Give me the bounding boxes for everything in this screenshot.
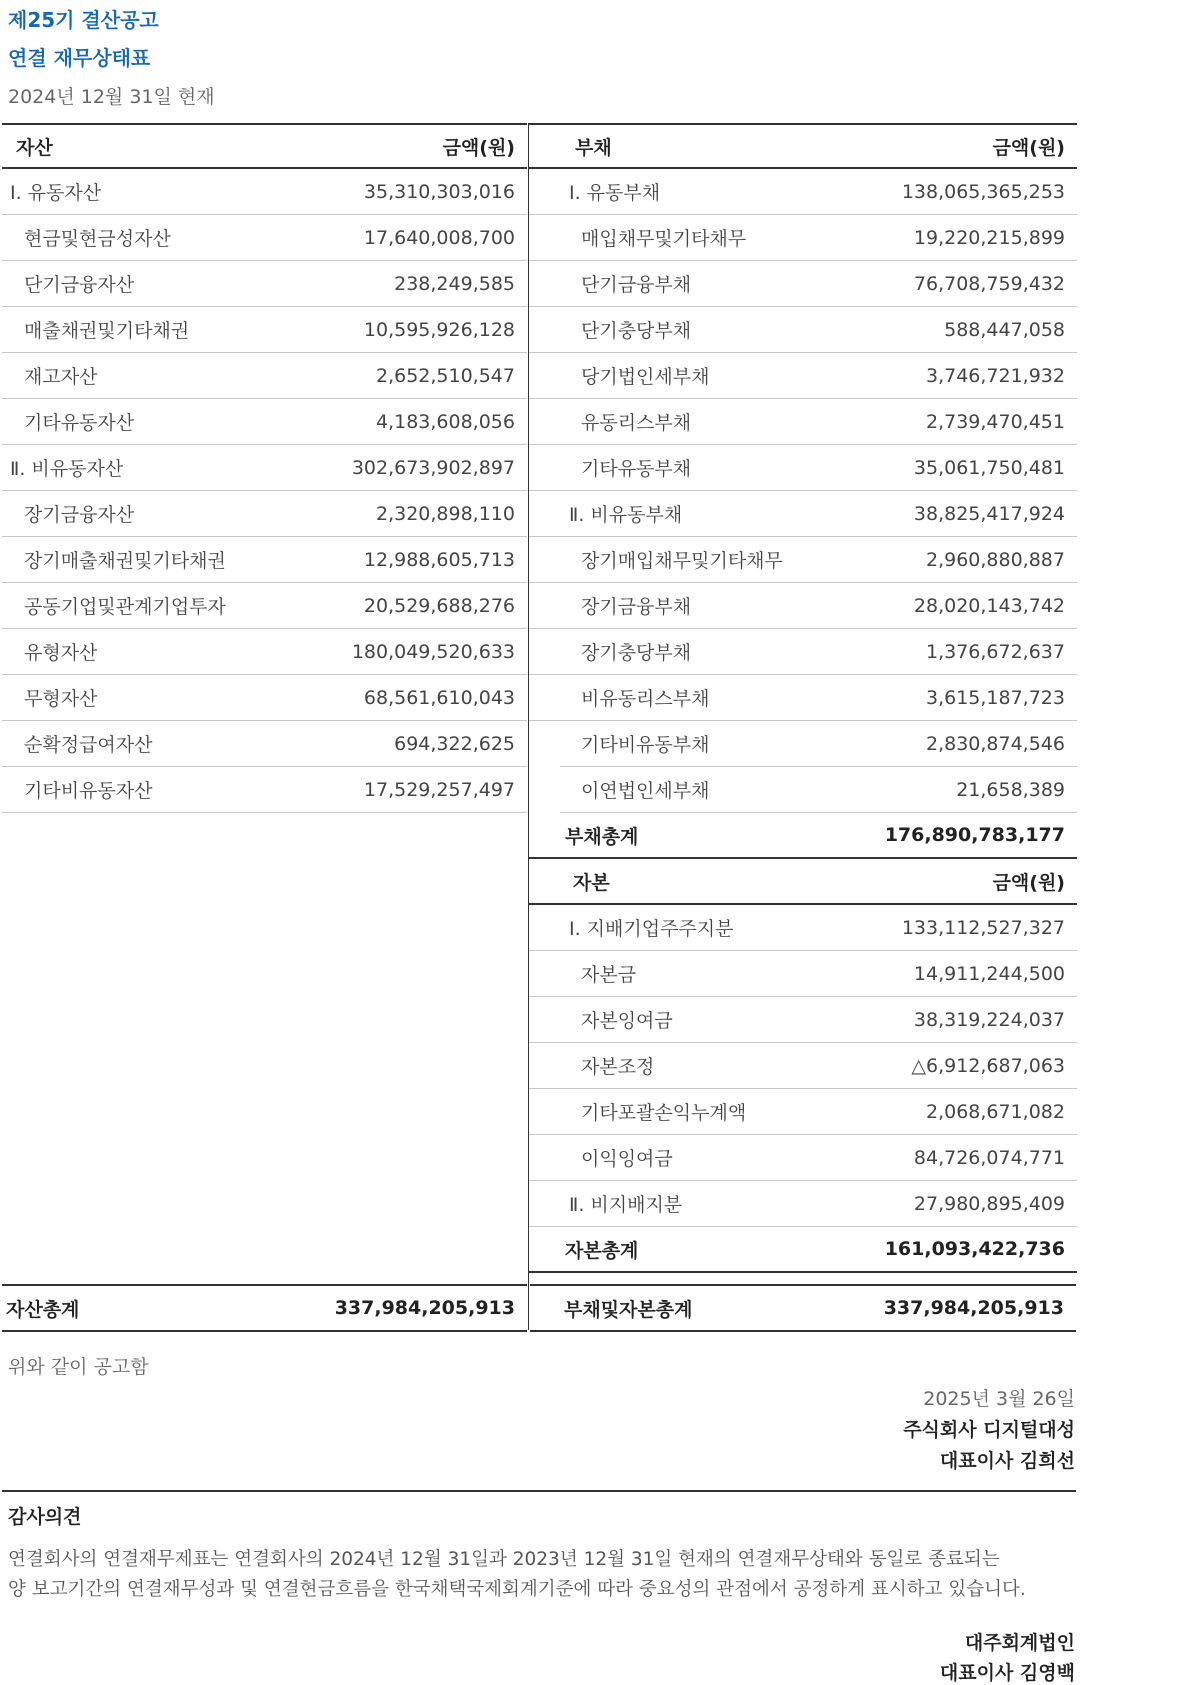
row-amount: 10,595,926,128 bbox=[363, 318, 515, 341]
table-row bbox=[2, 261, 527, 307]
table-row bbox=[2, 399, 527, 445]
row-label: Ⅱ. 비유동자산 bbox=[10, 458, 124, 480]
table-row bbox=[529, 583, 1077, 629]
row-amount: 3,615,187,723 bbox=[925, 686, 1065, 709]
row-amount: 2,830,874,546 bbox=[925, 732, 1065, 755]
row-amount: 1,376,672,637 bbox=[925, 640, 1065, 663]
grand-total-row bbox=[530, 1286, 1076, 1330]
row-amount: 12,988,605,713 bbox=[363, 548, 515, 571]
assets-total bbox=[2, 1284, 527, 1332]
row-label: Ⅰ. 유동자산 bbox=[10, 182, 102, 204]
row-label: 장기매출채권및기타채권 bbox=[24, 550, 226, 572]
assets-column bbox=[2, 123, 527, 813]
table-row bbox=[2, 721, 527, 767]
row-amount: 84,726,074,771 bbox=[913, 1146, 1065, 1169]
row-label: Ⅱ. 비지배지분 bbox=[569, 1194, 683, 1216]
row-amount: 38,825,417,924 bbox=[913, 502, 1065, 525]
row-label: Ⅰ. 유동부채 bbox=[569, 182, 661, 204]
row-amount: 2,068,671,082 bbox=[925, 1100, 1065, 1123]
table-row bbox=[529, 307, 1077, 353]
liabilities-total-label: 부채총계 bbox=[565, 825, 639, 848]
table-row bbox=[560, 767, 1077, 813]
notice-date: 2025년 3월 26일 bbox=[923, 1388, 1075, 1410]
company-name: 주식회사 디지털대성 bbox=[903, 1419, 1075, 1441]
equity-header-row bbox=[529, 859, 1077, 905]
row-label: 단기금융부채 bbox=[581, 274, 692, 296]
audit-opinion-title: 감사의견 bbox=[8, 1506, 82, 1528]
row-label: 무형자산 bbox=[24, 688, 98, 710]
table-row bbox=[2, 767, 527, 813]
table-row bbox=[2, 537, 527, 583]
row-label: 유형자산 bbox=[24, 642, 98, 664]
liabilities-header-row bbox=[529, 123, 1077, 169]
table-row bbox=[529, 629, 1077, 675]
row-label: 자본잉여금 bbox=[581, 1010, 673, 1032]
table-row bbox=[529, 399, 1077, 445]
table-row bbox=[2, 169, 527, 215]
row-label: 비유동리스부채 bbox=[581, 688, 710, 710]
row-label: 장기금융자산 bbox=[24, 504, 135, 526]
table-row bbox=[2, 629, 527, 675]
table-row bbox=[2, 307, 527, 353]
row-label: 순확정급여자산 bbox=[24, 734, 153, 756]
liabilities-equity-total bbox=[530, 1284, 1076, 1332]
assets-total-row bbox=[2, 1286, 527, 1330]
table-row bbox=[529, 491, 1077, 537]
row-label: 기타비유동자산 bbox=[24, 780, 153, 802]
row-amount: 302,673,902,897 bbox=[351, 456, 515, 479]
row-label: 장기매입채무및기타채무 bbox=[581, 550, 783, 572]
grand-total-label: 부채및자본총계 bbox=[564, 1298, 693, 1321]
row-amount: 35,310,303,016 bbox=[363, 180, 515, 203]
equity-header-amount: 금액(원) bbox=[992, 871, 1065, 894]
table-row bbox=[2, 491, 527, 537]
table-row bbox=[560, 721, 1077, 767]
liabilities-equity-column bbox=[528, 123, 1077, 1330]
row-amount: 2,960,880,887 bbox=[925, 548, 1065, 571]
statement-title: 연결 재무상태표 bbox=[8, 46, 151, 70]
row-label: 기타유동자산 bbox=[24, 412, 135, 434]
row-label: 장기충당부채 bbox=[581, 642, 692, 664]
row-amount: 38,319,224,037 bbox=[913, 1008, 1065, 1031]
auditor-ceo: 대표이사 김영백 bbox=[939, 1662, 1075, 1684]
row-amount: 28,020,143,742 bbox=[913, 594, 1065, 617]
notice-statement: 위와 같이 공고함 bbox=[8, 1356, 149, 1378]
row-amount: 2,320,898,110 bbox=[375, 502, 515, 525]
row-amount: 3,746,721,932 bbox=[925, 364, 1065, 387]
equity-total-row bbox=[529, 1227, 1077, 1273]
row-amount: 2,652,510,547 bbox=[375, 364, 515, 387]
row-amount: 76,708,759,432 bbox=[913, 272, 1065, 295]
row-label: 이연법인세부채 bbox=[581, 780, 710, 802]
row-label: 기타유동부채 bbox=[581, 458, 692, 480]
row-amount: 180,049,520,633 bbox=[351, 640, 515, 663]
row-amount: △6,912,687,063 bbox=[911, 1054, 1065, 1077]
row-amount: 17,529,257,497 bbox=[363, 778, 515, 801]
assets-header-amount: 금액(원) bbox=[442, 136, 515, 159]
row-label: 기타포괄손익누계액 bbox=[581, 1102, 747, 1124]
table-row bbox=[529, 1135, 1077, 1181]
table-row bbox=[529, 1043, 1077, 1089]
row-label: 기타비유동부채 bbox=[581, 734, 710, 756]
row-label: 단기충당부채 bbox=[581, 320, 692, 342]
row-label: 단기금융자산 bbox=[24, 274, 135, 296]
assets-total-label: 자산총계 bbox=[6, 1298, 80, 1321]
row-label: 공동기업및관계기업투자 bbox=[24, 596, 226, 618]
equity-total-amount: 161,093,422,736 bbox=[884, 1238, 1065, 1260]
row-amount: 17,640,008,700 bbox=[363, 226, 515, 249]
row-label: 매출채권및기타채권 bbox=[24, 320, 190, 342]
divider bbox=[2, 1490, 1076, 1492]
row-amount: 20,529,688,276 bbox=[363, 594, 515, 617]
auditor-name: 대주회계법인 bbox=[964, 1632, 1075, 1654]
table-row bbox=[529, 905, 1077, 951]
row-amount: 68,561,610,043 bbox=[363, 686, 515, 709]
assets-header-row bbox=[2, 123, 527, 169]
table-row bbox=[529, 1181, 1077, 1227]
row-amount: 138,065,365,253 bbox=[901, 180, 1065, 203]
assets-total-amount: 337,984,205,913 bbox=[334, 1297, 515, 1319]
row-amount: 694,322,625 bbox=[394, 732, 515, 755]
as-of-date: 2024년 12월 31일 현재 bbox=[8, 86, 215, 108]
row-label: 장기금융부채 bbox=[581, 596, 692, 618]
table-row bbox=[2, 583, 527, 629]
company-ceo: 대표이사 김희선 bbox=[939, 1450, 1075, 1472]
row-amount: 238,249,585 bbox=[394, 272, 515, 295]
table-row bbox=[2, 353, 527, 399]
row-amount: 133,112,527,327 bbox=[901, 916, 1065, 939]
equity-total-label: 자본총계 bbox=[565, 1239, 639, 1262]
audit-text-line: 양 보고기간의 연결재무성과 및 연결현금흐름을 한국채택국제회계기준에 따라 중요성의 관점에서 공정하게 표시하고 있습니다. bbox=[8, 1579, 1026, 1600]
table-row bbox=[529, 353, 1077, 399]
row-amount: 27,980,895,409 bbox=[913, 1192, 1065, 1215]
table-row bbox=[529, 169, 1077, 215]
row-amount: 35,061,750,481 bbox=[913, 456, 1065, 479]
table-row bbox=[529, 445, 1077, 491]
row-amount: 2,739,470,451 bbox=[925, 410, 1065, 433]
table-row bbox=[529, 215, 1077, 261]
table-row bbox=[529, 997, 1077, 1043]
table-row bbox=[529, 261, 1077, 307]
row-label: Ⅰ. 지배기업주주지분 bbox=[569, 918, 734, 940]
table-row bbox=[529, 537, 1077, 583]
audit-opinion-text bbox=[8, 1545, 1088, 1605]
table-row bbox=[529, 1089, 1077, 1135]
table-row bbox=[529, 951, 1077, 997]
liabilities-total-amount: 176,890,783,177 bbox=[884, 824, 1065, 846]
notice-title: 제25기 결산공고 bbox=[8, 8, 159, 32]
row-label: 자본금 bbox=[581, 964, 637, 986]
liabilities-header-label: 부채 bbox=[575, 136, 612, 159]
table-row bbox=[2, 675, 527, 721]
liabilities-header-amount: 금액(원) bbox=[992, 136, 1065, 159]
row-amount: 14,911,244,500 bbox=[913, 962, 1065, 985]
row-label: 재고자산 bbox=[24, 366, 98, 388]
row-amount: 19,220,215,899 bbox=[913, 226, 1065, 249]
row-amount: 4,183,608,056 bbox=[375, 410, 515, 433]
row-label: 현금및현금성자산 bbox=[24, 228, 171, 250]
row-amount: 588,447,058 bbox=[944, 318, 1065, 341]
row-amount: 21,658,389 bbox=[956, 778, 1065, 801]
balance-sheet bbox=[0, 123, 1076, 1330]
row-label: 유동리스부채 bbox=[581, 412, 692, 434]
row-label: Ⅱ. 비유동부채 bbox=[569, 504, 683, 526]
row-label: 매입채무및기타채무 bbox=[581, 228, 747, 250]
row-label: 당기법인세부채 bbox=[581, 366, 710, 388]
audit-text-line: 연결회사의 연결재무제표는 연결회사의 2024년 12월 31일과 2023년 12월 31일 현재의 연결재무상태와 동일로 종료되는 bbox=[8, 1549, 1000, 1570]
row-label: 이익잉여금 bbox=[581, 1148, 673, 1170]
table-row bbox=[2, 215, 527, 261]
grand-total-amount: 337,984,205,913 bbox=[883, 1297, 1064, 1319]
liabilities-total-row bbox=[529, 813, 1077, 859]
row-label: 자본조정 bbox=[581, 1056, 655, 1078]
table-row bbox=[2, 445, 527, 491]
assets-header-label: 자산 bbox=[16, 136, 53, 159]
equity-header-label: 자본 bbox=[573, 871, 610, 894]
table-row bbox=[529, 675, 1077, 721]
